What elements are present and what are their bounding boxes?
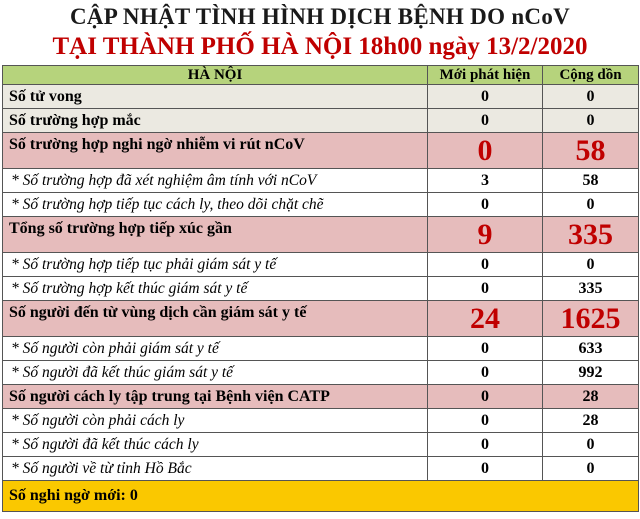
- table-row: [3, 217, 639, 253]
- row-label: Số người đến từ vùng dịch cần giám sát y tế: [3, 301, 428, 337]
- row-label: * Số trường hợp tiếp tục phải giám sát y tế: [3, 253, 428, 277]
- row-total: 0: [543, 457, 639, 481]
- row-new: 0: [428, 337, 543, 361]
- row-new: 24: [428, 301, 543, 337]
- row-total: 58: [543, 133, 639, 169]
- header-new: Mới phát hiện: [428, 66, 543, 85]
- table-row: [3, 301, 639, 337]
- row-total: 0: [543, 433, 639, 457]
- table-row: [3, 85, 639, 109]
- row-total: 0: [543, 109, 639, 133]
- report-subtitle: TẠI THÀNH PHỐ HÀ NỘI 18h00 ngày 13/2/2020: [52, 33, 588, 60]
- row-new: 0: [428, 253, 543, 277]
- row-total: 0: [543, 193, 639, 217]
- table-row: [3, 457, 639, 481]
- row-total: 58: [543, 169, 639, 193]
- row-new: 0: [428, 457, 543, 481]
- table-row: [3, 277, 639, 301]
- row-new: 0: [428, 385, 543, 409]
- row-new: 3: [428, 169, 543, 193]
- row-label: Số trường hợp mắc: [3, 109, 428, 133]
- table-row: [3, 193, 639, 217]
- header-location: HÀ NỘI: [3, 66, 428, 85]
- row-label: Số tử vong: [3, 85, 428, 109]
- row-label: * Số trường hợp kết thúc giám sát y tế: [3, 277, 428, 301]
- new-suspected-summary: Số nghi ngờ mới: 0: [3, 481, 639, 512]
- report-title: CẬP NHẬT TÌNH HÌNH DỊCH BỆNH DO nCoV: [69, 4, 571, 29]
- row-total: 633: [543, 337, 639, 361]
- row-total: 0: [543, 85, 639, 109]
- row-new: 0: [428, 193, 543, 217]
- table-row: [3, 385, 639, 409]
- table-row: [3, 169, 639, 193]
- row-new: 0: [428, 109, 543, 133]
- table-footer-row: [3, 481, 639, 512]
- report-header: [0, 0, 640, 66]
- row-new: 0: [428, 433, 543, 457]
- row-new: 0: [428, 277, 543, 301]
- header-total: Cộng dồn: [543, 66, 639, 85]
- statistics-table: [2, 65, 639, 512]
- row-total: 992: [543, 361, 639, 385]
- row-label: Tổng số trường hợp tiếp xúc gần: [3, 217, 428, 253]
- row-label: * Số người còn phải giám sát y tế: [3, 337, 428, 361]
- row-new: 9: [428, 217, 543, 253]
- row-label: * Số người đã kết thúc giám sát y tế: [3, 361, 428, 385]
- row-label: * Số người còn phải cách ly: [3, 409, 428, 433]
- table-row: [3, 133, 639, 169]
- table-row: [3, 361, 639, 385]
- row-label: * Số trường hợp tiếp tục cách ly, theo dõi chặt chẽ: [3, 193, 428, 217]
- table-row: [3, 433, 639, 457]
- row-total: 335: [543, 277, 639, 301]
- row-label: * Số người về từ tỉnh Hồ Bắc: [3, 457, 428, 481]
- row-total: 1625: [543, 301, 639, 337]
- table-row: [3, 409, 639, 433]
- row-label: * Số trường hợp đã xét nghiệm âm tính với nCoV: [3, 169, 428, 193]
- row-new: 0: [428, 361, 543, 385]
- row-label: Số người cách ly tập trung tại Bệnh viện CATP: [3, 385, 428, 409]
- row-new: 0: [428, 133, 543, 169]
- row-label: * Số người đã kết thúc cách ly: [3, 433, 428, 457]
- row-new: 0: [428, 409, 543, 433]
- table-row: [3, 253, 639, 277]
- table-row: [3, 337, 639, 361]
- table-row: [3, 109, 639, 133]
- row-total: 335: [543, 217, 639, 253]
- row-new: 0: [428, 85, 543, 109]
- table-header-row: [3, 66, 639, 85]
- row-total: 28: [543, 409, 639, 433]
- row-total: 0: [543, 253, 639, 277]
- row-total: 28: [543, 385, 639, 409]
- row-label: Số trường hợp nghi ngờ nhiễm vi rút nCoV: [3, 133, 428, 169]
